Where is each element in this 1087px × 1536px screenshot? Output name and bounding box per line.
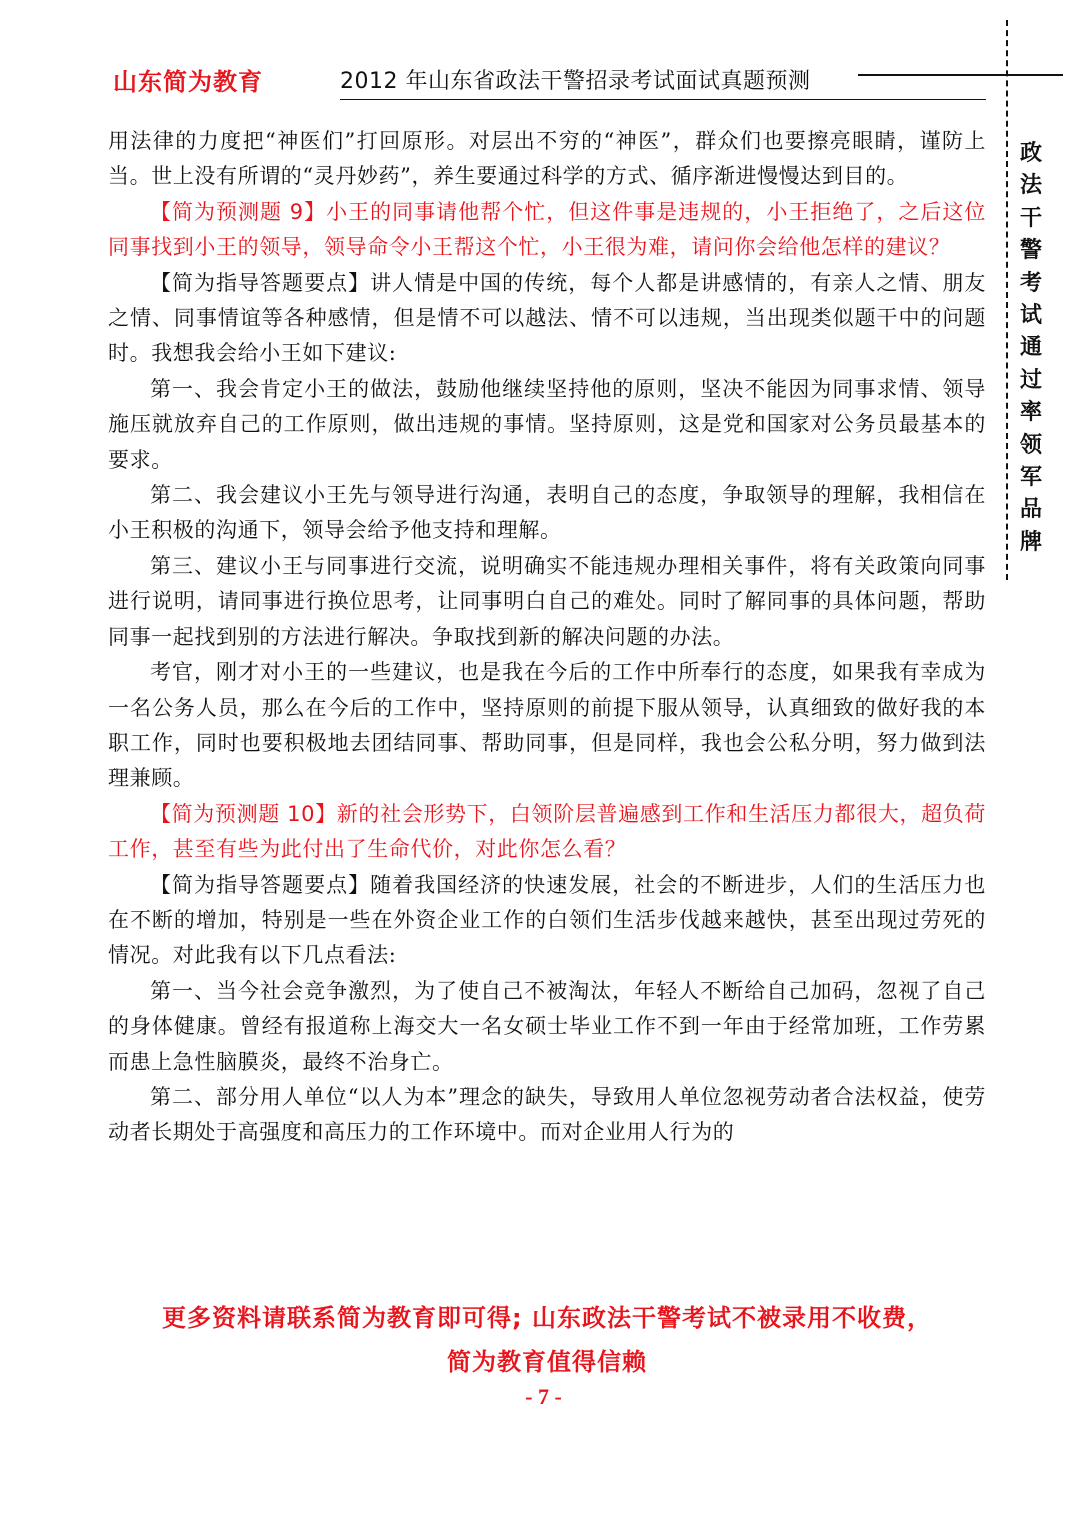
answer-9-label: 【简为指导答题要点】 (150, 270, 371, 295)
answer-9-conclusion: 考官，刚才对小王的一些建议，也是我在今后的工作中所奉行的态度，如果我有幸成为一名公务人员，那么在今后的工作中，坚持原则的前提下服从领导，认真细致的做好我的本职工作，同时也要积极地去团结同事、帮助同事，但是同样，我也会公私分明，努力做到法理兼顾。 (108, 660, 986, 791)
question-9-text: 小王的同事请他帮个忙，但这件事是违规的，小王拒绝了，之后这位同事找到小王的领导，领导命令小王帮这个忙，小王很为难，请问你会给他怎样的建议？ (108, 199, 986, 260)
side-slogan: 政法干警考试通过率领军品牌 (1019, 141, 1042, 555)
page-number: - 7 - (525, 1384, 562, 1409)
question-9-label: 【简为预测题 9】 (150, 199, 327, 224)
answer-9-intro-text: 讲人情是中国的传统，每个人都是讲感情的，有亲人之情、朋友之情、同事情谊等各种感情，但是情不可以越法、情不可以违规，当出现类似题干中的问题时。我想我会给小王如下建议: (108, 270, 986, 366)
header-rule (858, 74, 1063, 76)
answer-9-point-1: 第一、我会肯定小王的做法，鼓励他继续坚持他的原则，坚决不能因为同事求情、领导施压就放弃自己的工作原则，做出违规的事情。坚持原则，这是党和国家对公务员最基本的要求。 (108, 376, 986, 472)
header-title: 2012 年山东省政法干警招录考试面试真题预测 (340, 69, 811, 94)
answer-9-point-3: 第三、建议小王与同事进行交流，说明确实不能违规办理相关事件，将有关政策向同事进行说明，请同事进行换位思考，让同事明白自己的难处。同时了解同事的具体问题，帮助同事一起找到别的方法进行解决。争取找到新的解决问题的办法。 (108, 553, 986, 649)
footer-line-1: 更多资料请联系简为教育即可得; 山东政法干警考试不被录用不收费， (162, 1304, 932, 1332)
question-10-text: 新的社会形势下，白领阶层普遍感到工作和生活压力都很大，超负荷工作，甚至有些为此付出了生命代价，对此你怎么看？ (108, 801, 986, 862)
answer-10-intro-text: 随着我国经济的快速发展，社会的不断进步，人们的生活压力也在不断的增加，特别是一些在外资企业工作的白领们生活步伐越来越快，甚至出现过劳死的情况。对此我有以下几点看法: (108, 872, 986, 968)
header-brand: 山东简为教育 (113, 68, 263, 96)
side-dashed-divider (1006, 20, 1008, 580)
answer-10-point-2: 第二、部分用人单位“以人为本”理念的缺失，导致用人单位忽视劳动者合法权益，使劳动者长期处于高强度和高压力的工作环境中。而对企业用人行为的 (108, 1084, 986, 1145)
footer-promo (108, 1296, 986, 1384)
answer-10-point-1: 第一、当今社会竞争激烈，为了使自己不被淘汰，年轻人不断给自己加码，忽视了自己的身体健康。曾经有报道称上海交大一名女硕士毕业工作不到一年由于经常加班，工作劳累而患上急性脑膜炎，最终不治身亡。 (108, 978, 986, 1074)
document-body (108, 124, 986, 1151)
answer-10-intro (108, 868, 986, 974)
paragraph-continuation: 用法律的力度把“神医们”打回原形。对层出不穷的“神医”，群众们也要擦亮眼睛，谨防上当。世上没有所谓的“灵丹妙药”，养生要通过科学的方式、循序渐进慢慢达到目的。 (108, 129, 986, 189)
question-10-label: 【简为预测题 10】 (150, 801, 337, 826)
question-9 (108, 195, 986, 266)
answer-9-point-2: 第二、我会建议小王先与领导进行沟通，表明自己的态度，争取领导的理解，我相信在小王积极的沟通下，领导会给予他支持和理解。 (108, 483, 986, 543)
footer-line-2: 简为教育值得信赖 (447, 1348, 647, 1376)
header-underline (340, 99, 986, 100)
question-10 (108, 797, 986, 868)
answer-9-intro (108, 266, 986, 372)
answer-10-label: 【简为指导答题要点】 (150, 872, 371, 897)
